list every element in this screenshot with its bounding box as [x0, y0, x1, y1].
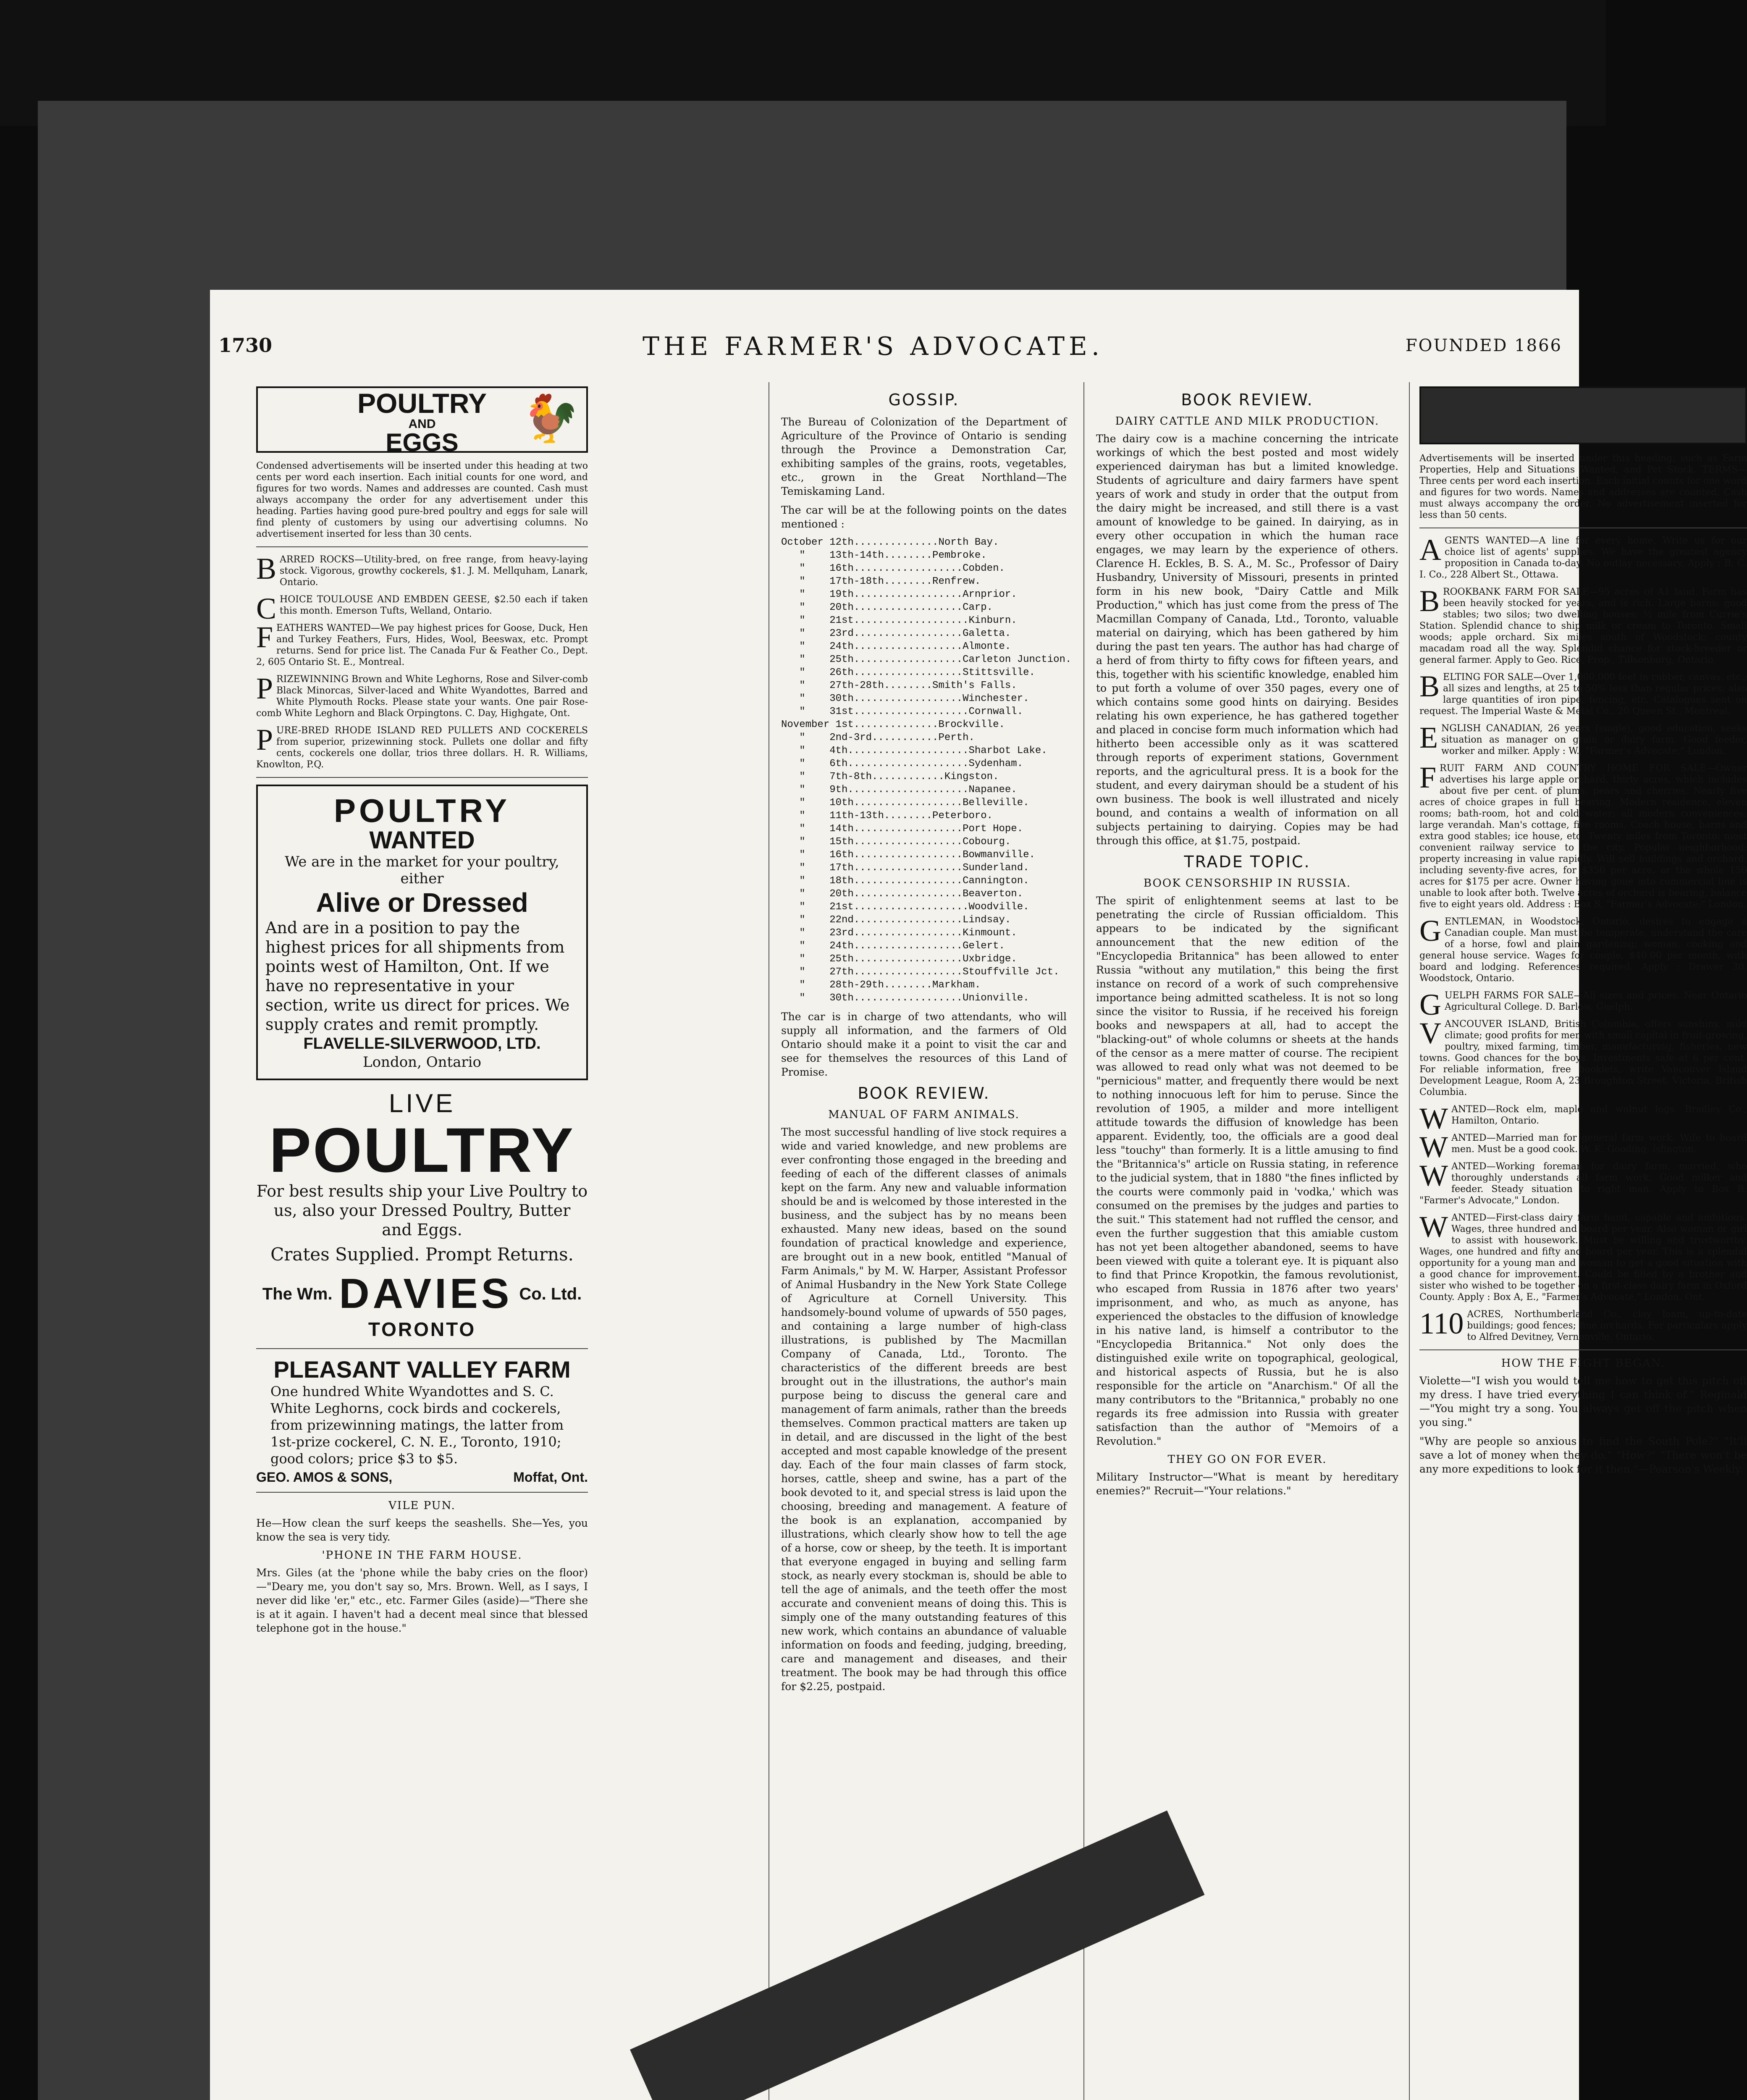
ad-headline: POULTRY [334, 792, 510, 829]
classified-ad: FEATHERS WANTED—We pay highest prices for Goose, Duck, Hen and Turkey Feathers, Furs, Hides, Wool, Beeswax, etc. Prompt returns. Send for price list. The Canada Fur & Feather Co., Dept. 2, 605 Ontario St. E., Montreal. [256, 620, 588, 667]
column-classifieds [1419, 386, 1747, 1481]
pleasant-valley-ad [256, 1356, 588, 1485]
ad-text: For best results ship your Live Poultry to us, also your Dressed Poultry, Butter and Eggs. [256, 1182, 588, 1239]
article-body: Violette—"I wish you would tell me how to get this pitch off my dress. I have tried everything I can think of." Reginald—"You might try a song. You always get off the pitch when you sing." [1419, 1375, 1747, 1428]
article-body: The dairy cow is a machine concerning the intricate workings of which the best posted and most widely experienced dairyman has but a limited knowledge. Students of agriculture and dairy farmers have spent years of work and study in order that the output from the dairy might be increased, and still there is a vast amount of knowledge to be gained. In dairying, as in every other occupation in which the human race engages, we may learn by the experience of others. Clarence H. Eckles, B. S. A., M. Sc., Professor of Dairy Husbandry, University of Missouri, presents in printed form in his new book, "Dairy Cattle and Milk Production," which has just come from the press of The Macmillan Company of Canada, Ltd., Toronto, valuable material on dairying, which has been gathered by him during the past ten years. The author has had charge of a herd of from thirty to fifty cows for fifteen years, and this, together with his scientific knowledge, enabled him to put forth a volume of over 350 pages, every one of which contains some good hints on dairying. Besides relating his own experience, he has gathered together and placed in concise form much information which had hitherto been accessible only as it was scattered through reports of experiment stations, Government reports, and the agricultural press. It is a book for the student, and every dairyman should be a student of his own business. The book is well illustrated and nicely bound, and contains a wealth of information on all subjects pertaining to dairying. Copies may be had through this office, at $1.75, postpaid. [1096, 433, 1398, 847]
banner-line: AND [408, 417, 436, 431]
ad-text: We are in the market for your poultry, either [285, 853, 559, 887]
classified-ad: GUELPH FARMS FOR SALE—All sizes and prices. Near Ontario Agricultural College. D. Barlow, Guelph. [1419, 988, 1747, 1021]
ad-company: FLAVELLE-SILVERWOOD, LTD. [303, 1035, 541, 1053]
section-heading: BOOK REVIEW. [1181, 391, 1314, 409]
column-gossip [781, 386, 1072, 1698]
hen-icon: 🐓 [522, 393, 580, 444]
flavelle-ad [256, 785, 588, 1080]
classified-ad: ENGLISH CANADIAN, 26 years (single), good education, seeks situation as manager on grain or dairy farm. Good feeder, worker and milker. Apply : W., "Farmer's Advocate," London. [1419, 721, 1747, 756]
classified-ad: WANTED—Married man for general farm work. Wife to board men. Must be a good cook. W. K. Gooding, Islington. [1419, 1130, 1747, 1164]
article-body: The Bureau of Colonization of the Department of Agriculture of the Province of Ontario is sending through the Province a Demonstration Car, exhibiting samples of the grains, roots, vegetables, etc., grown in the Great Northland—The Temiskaming Land. [781, 416, 1067, 497]
page-header [210, 290, 1579, 361]
article-body: The most successful handling of live stock requires a wide and varied knowledge, and new problems are ever confronting those engaged in the breeding and feeding of each of the different classes of animals kept on the farm. Any new and valuable information should be and is welcomed by those interested in the business, and the subject has by no means been exhausted. Many new ideas, based on the sound foundation of practical knowledge and experience, are brought out in a new book, entitled "Manual of Farm Animals," by M. W. Harper, Assistant Professor of Animal Husbandry in the New York State College of Agriculture at Cornell University. This handsomely-bound volume of upwards of 550 pages, and containing a large number of high-class illustrations, is published by The Macmillan Company of Canada, Ltd., Toronto. The characteristics of the different breeds are best brought out in the illustrations, the author's main purpose being to discuss the general care and management of farm animals, rather than the breeds themselves. Common practical matters are taken up in detail, and are discussed in the light of the best accepted and most capable knowledge of the present day. Each of the four main classes of farm stock, horses, cattle, sheep and swine, has a part of the book devoted to it, and special stress is laid upon the choosing, breeding and management. A feature of the book is an explanation, accompanied by illustrations, which clearly show how to tell the age of a horse, cow or sheep, by the teeth. It is important that everyone engaged in buying and selling farm stock, as nearly every stockman is, should be able to tell the age of animals, and the teeth offer the most accurate and convenient means of doing this. This is simply one of the many outstanding features of this new work, which contains an abundance of valuable information on foods and feeding, judging, breeding, care and management and diseases, and their treatment. The book may be had through this office for $2.25, postpaid. [781, 1126, 1067, 1693]
article-subtitle: DAIRY CATTLE AND MILK PRODUCTION. [1115, 415, 1380, 428]
article-body: The car is in charge of two attendants, who will supply all information, and the farmers of Old Ontario should make it a point to visit the car and see for themselves the resources of this Land of Promise. [781, 1011, 1067, 1078]
section-heading: TRADE TOPIC. [1184, 853, 1311, 871]
article-subtitle: MANUAL OF FARM ANIMALS. [828, 1108, 1020, 1121]
ad-text: One hundred White Wyandottes and S. C. White Leghorns, cock birds and cockerels, from prizewinning matings, the latter from 1st-prize cockerel, C. N. E., Toronto, 1910; good colors; price $3 to $5. [270, 1383, 564, 1467]
ad-headline: PLEASANT VALLEY FARM [273, 1356, 571, 1383]
classified-ad: WANTED—Rock elm, maple and walnut logs. Bradley Co., Hamilton, Ontario. [1419, 1102, 1747, 1135]
article-body: Mrs. Giles (at the 'phone while the baby cries on the floor)—"Deary me, you don't say so, Mrs. Brown. Well, as I says, I never did like 'er," etc., etc. Farmer Giles (aside)—"There she is at it again. I haven't had a decent meal since that blessed telephone got in the house." [256, 1567, 588, 1634]
classified-ad: WANTED—Working foreman for dairy farm, married, who thoroughly understands all farm work. Good milker and feeder. Steady situation to right man. Apply to Box B, "Farmer's Advocate," London. [1419, 1159, 1747, 1206]
founded-line: FOUNDED 1866 [1405, 336, 1562, 355]
masthead: THE FARMER'S ADVOCATE. [643, 332, 1104, 361]
classified-ad: BELTING FOR SALE—Over 1,000,000 feet in rubber, canvas, etc.; all sizes and lengths, at 25 to 50% less than regular prices; also large quantities of iron pipe, fencing, etc. Catalogues sent on request. The Imperial Waste & Metal Co., 20 Queen St., Montreal. [1419, 669, 1747, 717]
article-subtitle: BOOK CENSORSHIP IN RUSSIA. [1144, 877, 1351, 890]
section-heading: GOSSIP. [888, 391, 960, 409]
section-intro: Condensed advertisements will be inserted under this heading at two cents per word each insertion. Each initial counts for one word, and figures for two words. Names and addresses are counted. Cash must always accompany the order for any advertisement under this heading. Parties having good pure-bred poultry and eggs for sale will find plenty of customers by using our advertising columns. No advertisement inserted for less than 30 cents. [256, 461, 588, 539]
ad-headline: WANTED [369, 827, 475, 854]
divider [256, 1492, 588, 1493]
classified-ad: WANTED—First-class dairy farm hand, capable and ambitious. Wages, three hundred and board per year. Also woman or girl to assist with housework. Must be willing and trustworthy. Wages, one hundred and fifty and board per year. This is a splendid opportunity for a young man and woman to get a good situation with a good chance for improvement. Could be filled by a brother and sister who wished to be together on a first-class dairy farm in Oxford County. Apply : Box A, E., "Farmer's Advocate," London, Ont. [1419, 1210, 1747, 1302]
classified-ad: BARRED ROCKS—Utility-bred, on free range, from heavy-laying stock. Vigorous, growthy cockerels, $1. J. M. Mellquham, Lanark, Ontario. [256, 552, 588, 588]
divider [256, 777, 588, 778]
schedule-list: October 12th..............North Bay. " 13th-14th........Pembroke. " 16th..................Cobden. " 17th-18th........Renfrew. " 19th..................Arnprior. " 20th..................Carp. " 21st...................Kinburn. " 23rd..................Galetta. " 24th..................Almonte. " 25th..................Carleton Junction. " 26th..................Stittsville. " 27th-28th........Smith's Falls. " 30th..................Winchester. " 31st...................Cornwall. November 1st..............Brockville. " 2nd-3rd...........Perth. " 4th....................Sharbot Lake. " 6th....................Sydenham. " 7th-8th............Kingston. " 9th....................Napanee. " 10th..................Belleville. " 11th-13th........Peterboro. " 14th..................Port Hope. " 15th..................Cobourg. " 16th..................Bowmanville. " 17th..................Sunderland. " 18th..................Cannington. " 20th..................Beaverton. " 21st...................Woodville. " 22nd..................Lindsay. " 23rd..................Kinmount. " 24th..................Gelert. " 25th..................Uxbridge. " 27th..................Stouffville Jct. " 28th-29th........Markham. " 30th..................Unionville. [781, 537, 1072, 1004]
classified-ad: AGENTS WANTED—A line for every home. Write us for our choice list of agents' supplies. We have the greatest agency proposition in Canada to-day. No outlay necessary. Apply : B. C. I. Co., 228 Albert St., Ottawa. [1419, 533, 1747, 580]
classified-ad: FRUIT FARM AND COUNTRY HOME FOR SALE—Owner advertises his large apple orchard, thirty acres, which includes about five per cent. of plums, pears and cherries. Nearly five acres of choice grapes in full bearing. Modern residence, eleven rooms; bath-room, hot and cold water; all modern conveniences; large verandah. Man's cottage, five rooms. Coach house, barns and extra good stables; ice house, etc. Twenty miles from Toronto; most convenient railway service to the city. Popular neighborhood; property increasing in value rapidly. Will sell buildings and orchard, including seventy-five acres, for $350 per acre, or the whole 150 acres for $175 per acre. Owner having gone into commercial line is unable to look after both. Twelve acres of orchard is bearing, balance five to eight years old. Address : Box S, "Farmer's Advocate," London. [1419, 761, 1747, 910]
column-divider [1083, 382, 1084, 2100]
classified-ad: BROOKBANK FARM FOR SALE—95 acres of A1 land. Farm has been heavily stocked for years, and is rich. Large barns; good stables; two silos; two dwelling houses; ½ mile from Currie's Station. Splendid chance to ship milk or cream to Toronto. Small woods; apple orchard. Six miles south of Woodstock; county macadam road all the way. Splendid chance for stock-breeder or general farmer. Apply to Geo. Rice, Prop., Tillsonburg, Ontario. [1419, 584, 1747, 665]
article-title: 'PHONE IN THE FARM HOUSE. [322, 1549, 522, 1562]
article-body: "Why are people so anxious to find the South Pole?" "It'll save a lot of money when they do." "How?" "There won't be any more expeditions to look for it then."—Pearson's Weekly. [1419, 1435, 1747, 1475]
article-body: He—How clean the surf keeps the seashells. She—Yes, you know the sea is very tidy. [256, 1517, 588, 1543]
ad-location: London, Ontario [363, 1054, 481, 1071]
column-divider [1409, 382, 1410, 2100]
column-poultry-ads [256, 386, 588, 1640]
section-heading: BOOK REVIEW. [858, 1084, 990, 1102]
banner-line: EGGS [386, 428, 459, 457]
poultry-eggs-banner [256, 386, 588, 457]
classified-ad: CHOICE TOULOUSE AND EMBDEN GEESE, $2.50 each if taken this month. Emerson Tufts, Welland, Ontario. [256, 592, 588, 625]
classified-ad: PRIZEWINNING Brown and White Leghorns, Rose and Silver-comb Black Minorcas, Silver-laced and White Wyandottes, Barred and White Plymouth Rocks. Please state your wants. One pair Rose-comb White Leghorn and Black Orpingtons. C. Day, Highgate, Ont. [256, 672, 588, 719]
ad-location: TORONTO [368, 1318, 476, 1340]
divider [256, 546, 588, 547]
page-number: 1730 [218, 334, 273, 357]
article-title: THEY GO ON FOR EVER. [1167, 1453, 1327, 1466]
article-title: HOW THE FIGHT BEGAN. [1501, 1357, 1666, 1370]
ad-headline: LIVE [388, 1089, 456, 1118]
ad-headline: POULTRY [269, 1115, 575, 1185]
classified-ad: VANCOUVER ISLAND, British Columbia, offers sunshiny, mild climate; good profits for men with small capital in fruit-growing, poultry, mixed farming, timber, manufacturing, fisheries, new towns. Good chances for the boys. Investments safe at 6 per cent. For reliable information, free booklets, write Vancouver Island Development League, Room A, 23 Broughton Street, Victoria, British Columbia. [1419, 1016, 1747, 1097]
ad-text: Crates Supplied. Prompt Returns. [270, 1244, 574, 1265]
classified-ad: PURE-BRED RHODE ISLAND RED PULLETS AND COCKERELS from superior, prizewinning stock. Pullets one dollar and fifty cents, cockerels one dollar, trios three dollars. H. R. Williams, Knowlton, P.Q. [256, 723, 588, 770]
davies-logo: The Wm. DAVIES Co. Ltd. [262, 1270, 582, 1317]
article-body: The car will be at the following points on the dates mentioned : [781, 504, 1067, 530]
ad-text: And are in a position to pay the highest prices for all shipments from points west of Hamilton, Ont. If we have no representative in your section, write us direct for prices. We supply crates and remit promptly. [265, 919, 570, 1034]
classified-ad: 110 ACRES, Northumberland Co., clay loam, up-to-date buildings; good fences; fine orchards. For particulars apply to Alfred Devitney, Vernonville, Ontario. [1419, 1307, 1747, 1342]
classified-ad: GENTLEMAN, in Woodstock, Ontario, desires to engage a Canadian couple. Man must be temperate, understand the care of a horse, fowl and plain gardening; woman, cooking and general house service. Wages for couple, $40.00 per month, with board and lodging. References required. Apply : Drawer 30, Woodstock, Ontario. [1419, 914, 1747, 984]
ad-headline: Alive or Dressed [316, 887, 528, 918]
davies-ad [256, 1089, 588, 1341]
column-book-review [1096, 386, 1398, 1503]
divider [256, 1348, 588, 1349]
ad-signature: GEO. AMOS & SONS, Moffat, Ont. [256, 1470, 588, 1485]
divider [1419, 1349, 1747, 1350]
article-title: VILE PUN. [388, 1499, 456, 1512]
newspaper-page [210, 290, 1747, 2100]
article-body: The spirit of enlightenment seems at last to be penetrating the circle of Russian officialdom. This appears to be indicated by the significant announcement that the new edition of the "Encyclopedia Britannica" has been allowed to enter Russia "without any mutilation," this being the first instance on record of a work of such comprehensive importance being admitted scatheless. It is not so long since the visitor to Russia, if he received his foreign books and newspapers at all, had to accept the "blacking-out" of whole columns or sheets at the hands of the censor as a mere matter of course. The recipient was allowed to read only what was not deemed to be "pernicious" matter, and frequently there would be next to nothing innocuous left for him to peruse. Since the revolution of 1905, a milder and more intelligent attitude towards the diffusion of knowledge has been apparent. Evidently, too, the officials are a good deal less "touchy" than formerly. It is a little amusing to find the "Britannica's" article on Russia stating, in reference to the judicial system, that in 1880 "the fines inflicted by the courts were commonly paid in 'vodka,' which was consumed on the premises by the judges and parties to the suit." This statement had not ruffled the censor, and even the further suggestion that this amiable custom has not yet been altogether abandoned, seems to have been viewed with quite a tolerant eye. It is piquant also to find that Prince Kropotkin, the famous revolutionist, who escaped from Russia in 1876 after two years' imprisonment, and who, as much as anyone, has experienced the obstacles to the diffusion of knowledge in his native land, is himself a contributor to the "Encyclopedia Britannica." Not only does the distinguished exile write on topographical, geological, and historical aspects of Russia, but he is also responsible for the article on "Anarchism." Of all the many contributors to the "Britannica," probably no one regards its free admission into Russia with greater satisfaction than the author of "Memoirs of a Revolution." [1096, 895, 1398, 1447]
article-body: Military Instructor—"What is meant by hereditary enemies?" Recruit—"Your relations." [1096, 1471, 1398, 1497]
banner-line: POULTRY [357, 388, 487, 419]
section-intro: Advertisements will be inserted under this heading, such as Farm Properties, Help and Situations Wanted, and Pet Stock. TERMS—Three cents per word each insertion. Each initial counts for one word and figures for two words. Names and addresses are counted. Cash must always accompany the order. No advertisement inserted for less than 50 cents. [1419, 453, 1747, 520]
classified-banner [1419, 386, 1747, 444]
